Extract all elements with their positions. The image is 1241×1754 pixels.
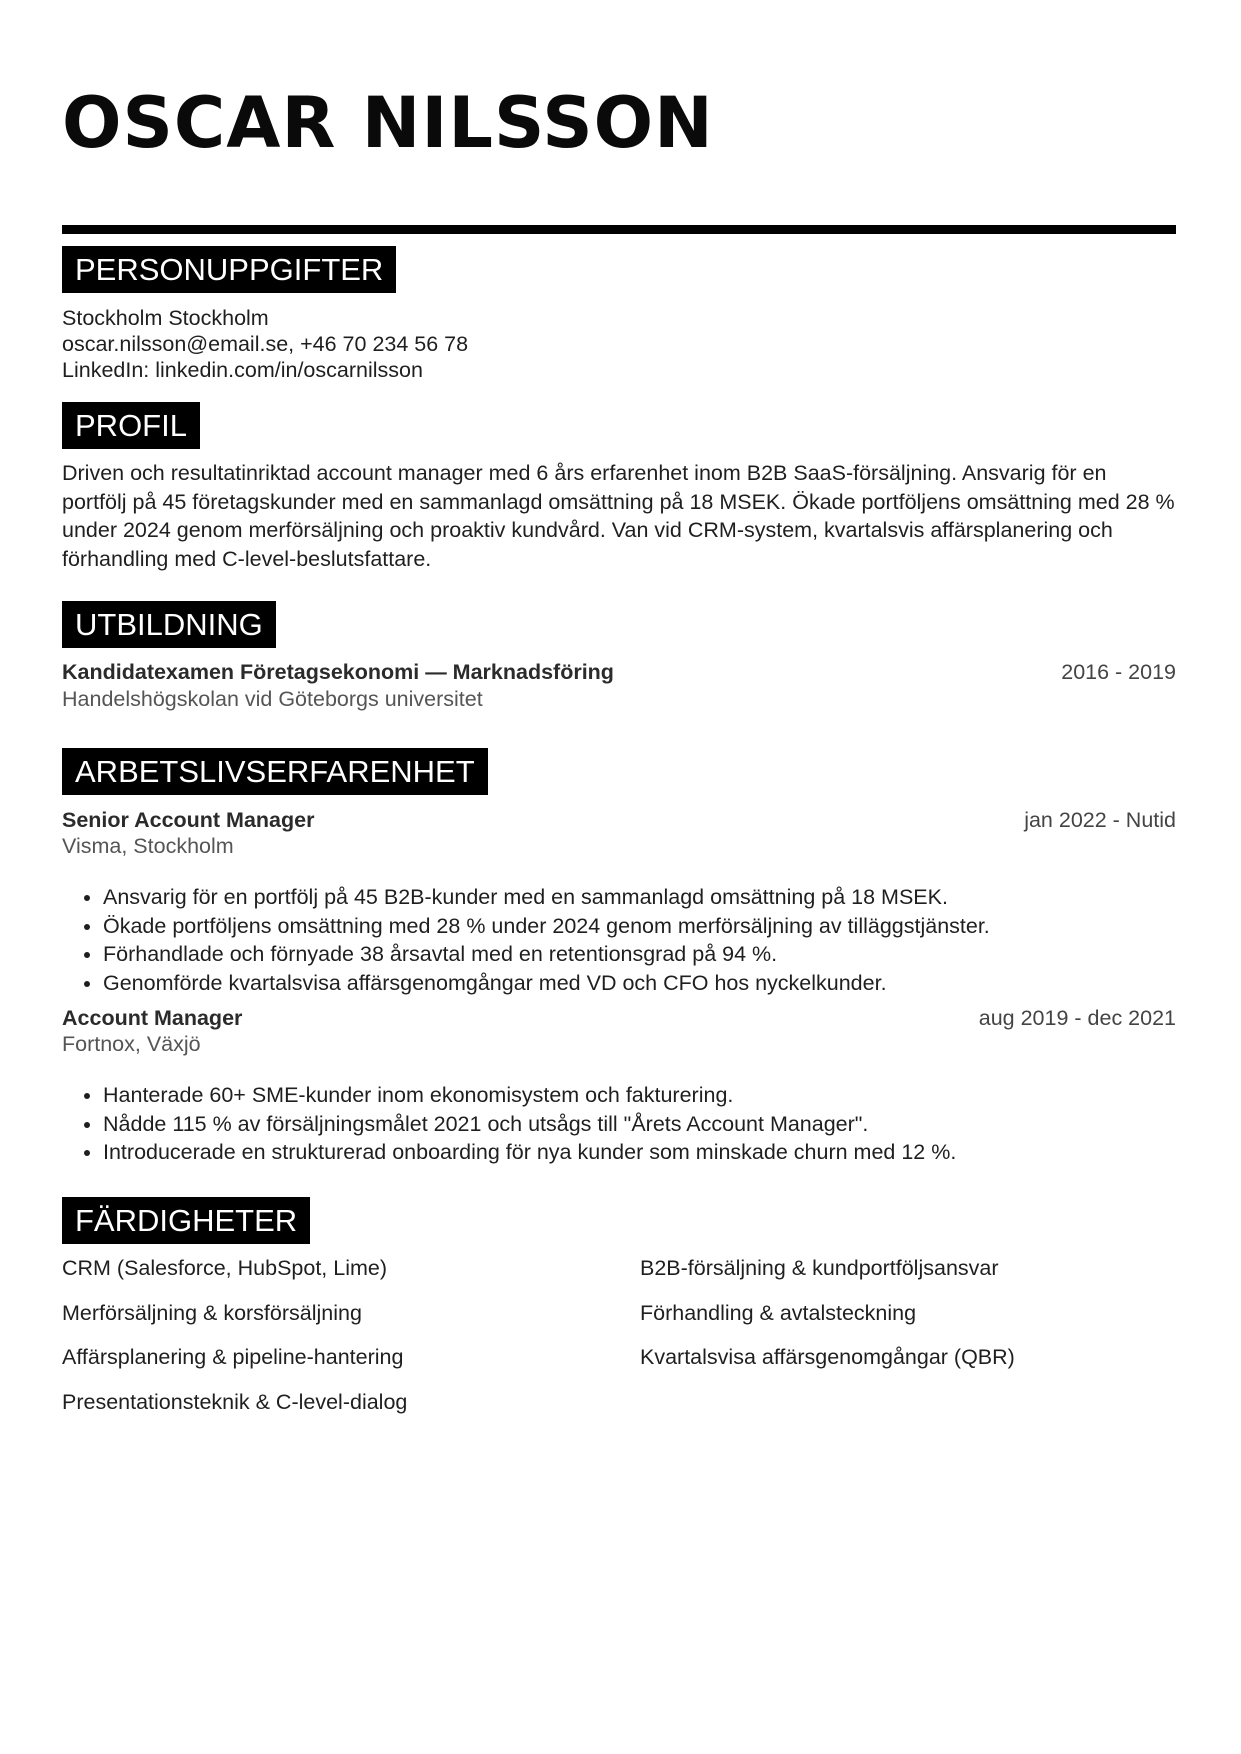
section-heading-personal: PERSONUPPGIFTER: [62, 246, 396, 293]
job-company: Fortnox, Växjö: [62, 1032, 201, 1056]
job-title: Account Manager: [62, 1006, 243, 1030]
skill-item: B2B-försäljning & kundportföljsansvar: [640, 1256, 999, 1280]
job-date: aug 2019 - dec 2021: [978, 1006, 1176, 1030]
skill-item: Förhandling & avtalsteckning: [640, 1301, 917, 1325]
section-heading-profile: PROFIL: [62, 402, 200, 449]
skill-item: Presentationsteknik & C-level-dialog: [62, 1390, 408, 1414]
header-divider: [62, 225, 1176, 234]
list-item: • Introducerade en strukturerad onboarding för nya kunder som minskade churn med 12 %.: [103, 1138, 1176, 1167]
skill-item: Kvartalsvisa affärsgenomgångar (QBR): [640, 1345, 1015, 1369]
section-heading-experience: ARBETSLIVSERFARENHET: [62, 748, 488, 795]
personal-location: Stockholm Stockholm: [62, 306, 269, 330]
skill-item: Affärsplanering & pipeline-hantering: [62, 1345, 404, 1369]
skill-item: CRM (Salesforce, HubSpot, Lime): [62, 1256, 387, 1280]
job-company: Visma, Stockholm: [62, 834, 234, 858]
list-item: • Nådde 115 % av försäljningsmålet 2021 och utsågs till "Årets Account Manager".: [103, 1110, 1176, 1139]
education-date: 2016 - 2019: [1061, 660, 1176, 684]
list-item: • Ansvarig för en portfölj på 45 B2B-kunder med en sammanlagd omsättning på 18 MSEK.: [103, 883, 1176, 912]
personal-linkedin: LinkedIn: linkedin.com/in/oscarnilsson: [62, 358, 423, 382]
list-item: • Ökade portföljens omsättning med 28 % under 2024 genom merförsäljning av tilläggstjänster.: [103, 912, 1176, 941]
education-school: Handelshögskolan vid Göteborgs universitet: [62, 687, 483, 711]
job-title: Senior Account Manager: [62, 808, 315, 832]
section-heading-education: UTBILDNING: [62, 601, 276, 648]
job-date: jan 2022 - Nutid: [1024, 808, 1176, 832]
profile-text: Driven och resultatinriktad account manager med 6 års erfarenhet inom B2B SaaS-försäljning. Ansvarig för en portfölj på 45 företagskunder med en sammanlagd omsättning på 18 MSEK. Ökade portföljens omsättning med 28 % under 2024 genom merförsäljning och proaktiv kundvård. Van vid CRM-system, kvartalsvis affärsplanering och förhandling med C-level-beslutsfattare.: [62, 461, 1175, 571]
skill-item: Merförsäljning & korsförsäljning: [62, 1301, 362, 1325]
job-bullets: [62, 883, 1176, 997]
list-item: • Genomförde kvartalsvisa affärsgenomgångar med VD och CFO hos nyckelkunder.: [103, 969, 1176, 998]
job-bullets: [62, 1081, 1176, 1167]
personal-contact: oscar.nilsson@email.se, +46 70 234 56 78: [62, 332, 469, 356]
candidate-name: OSCAR NILSSON: [62, 82, 714, 164]
list-item: • Hanterade 60+ SME-kunder inom ekonomisystem och fakturering.: [103, 1081, 1176, 1110]
section-heading-skills: FÄRDIGHETER: [62, 1197, 310, 1244]
list-item: • Förhandlade och förnyade 38 årsavtal med en retentionsgrad på 94 %.: [103, 940, 1176, 969]
education-title: Kandidatexamen Företagsekonomi — Marknadsföring: [62, 660, 614, 684]
